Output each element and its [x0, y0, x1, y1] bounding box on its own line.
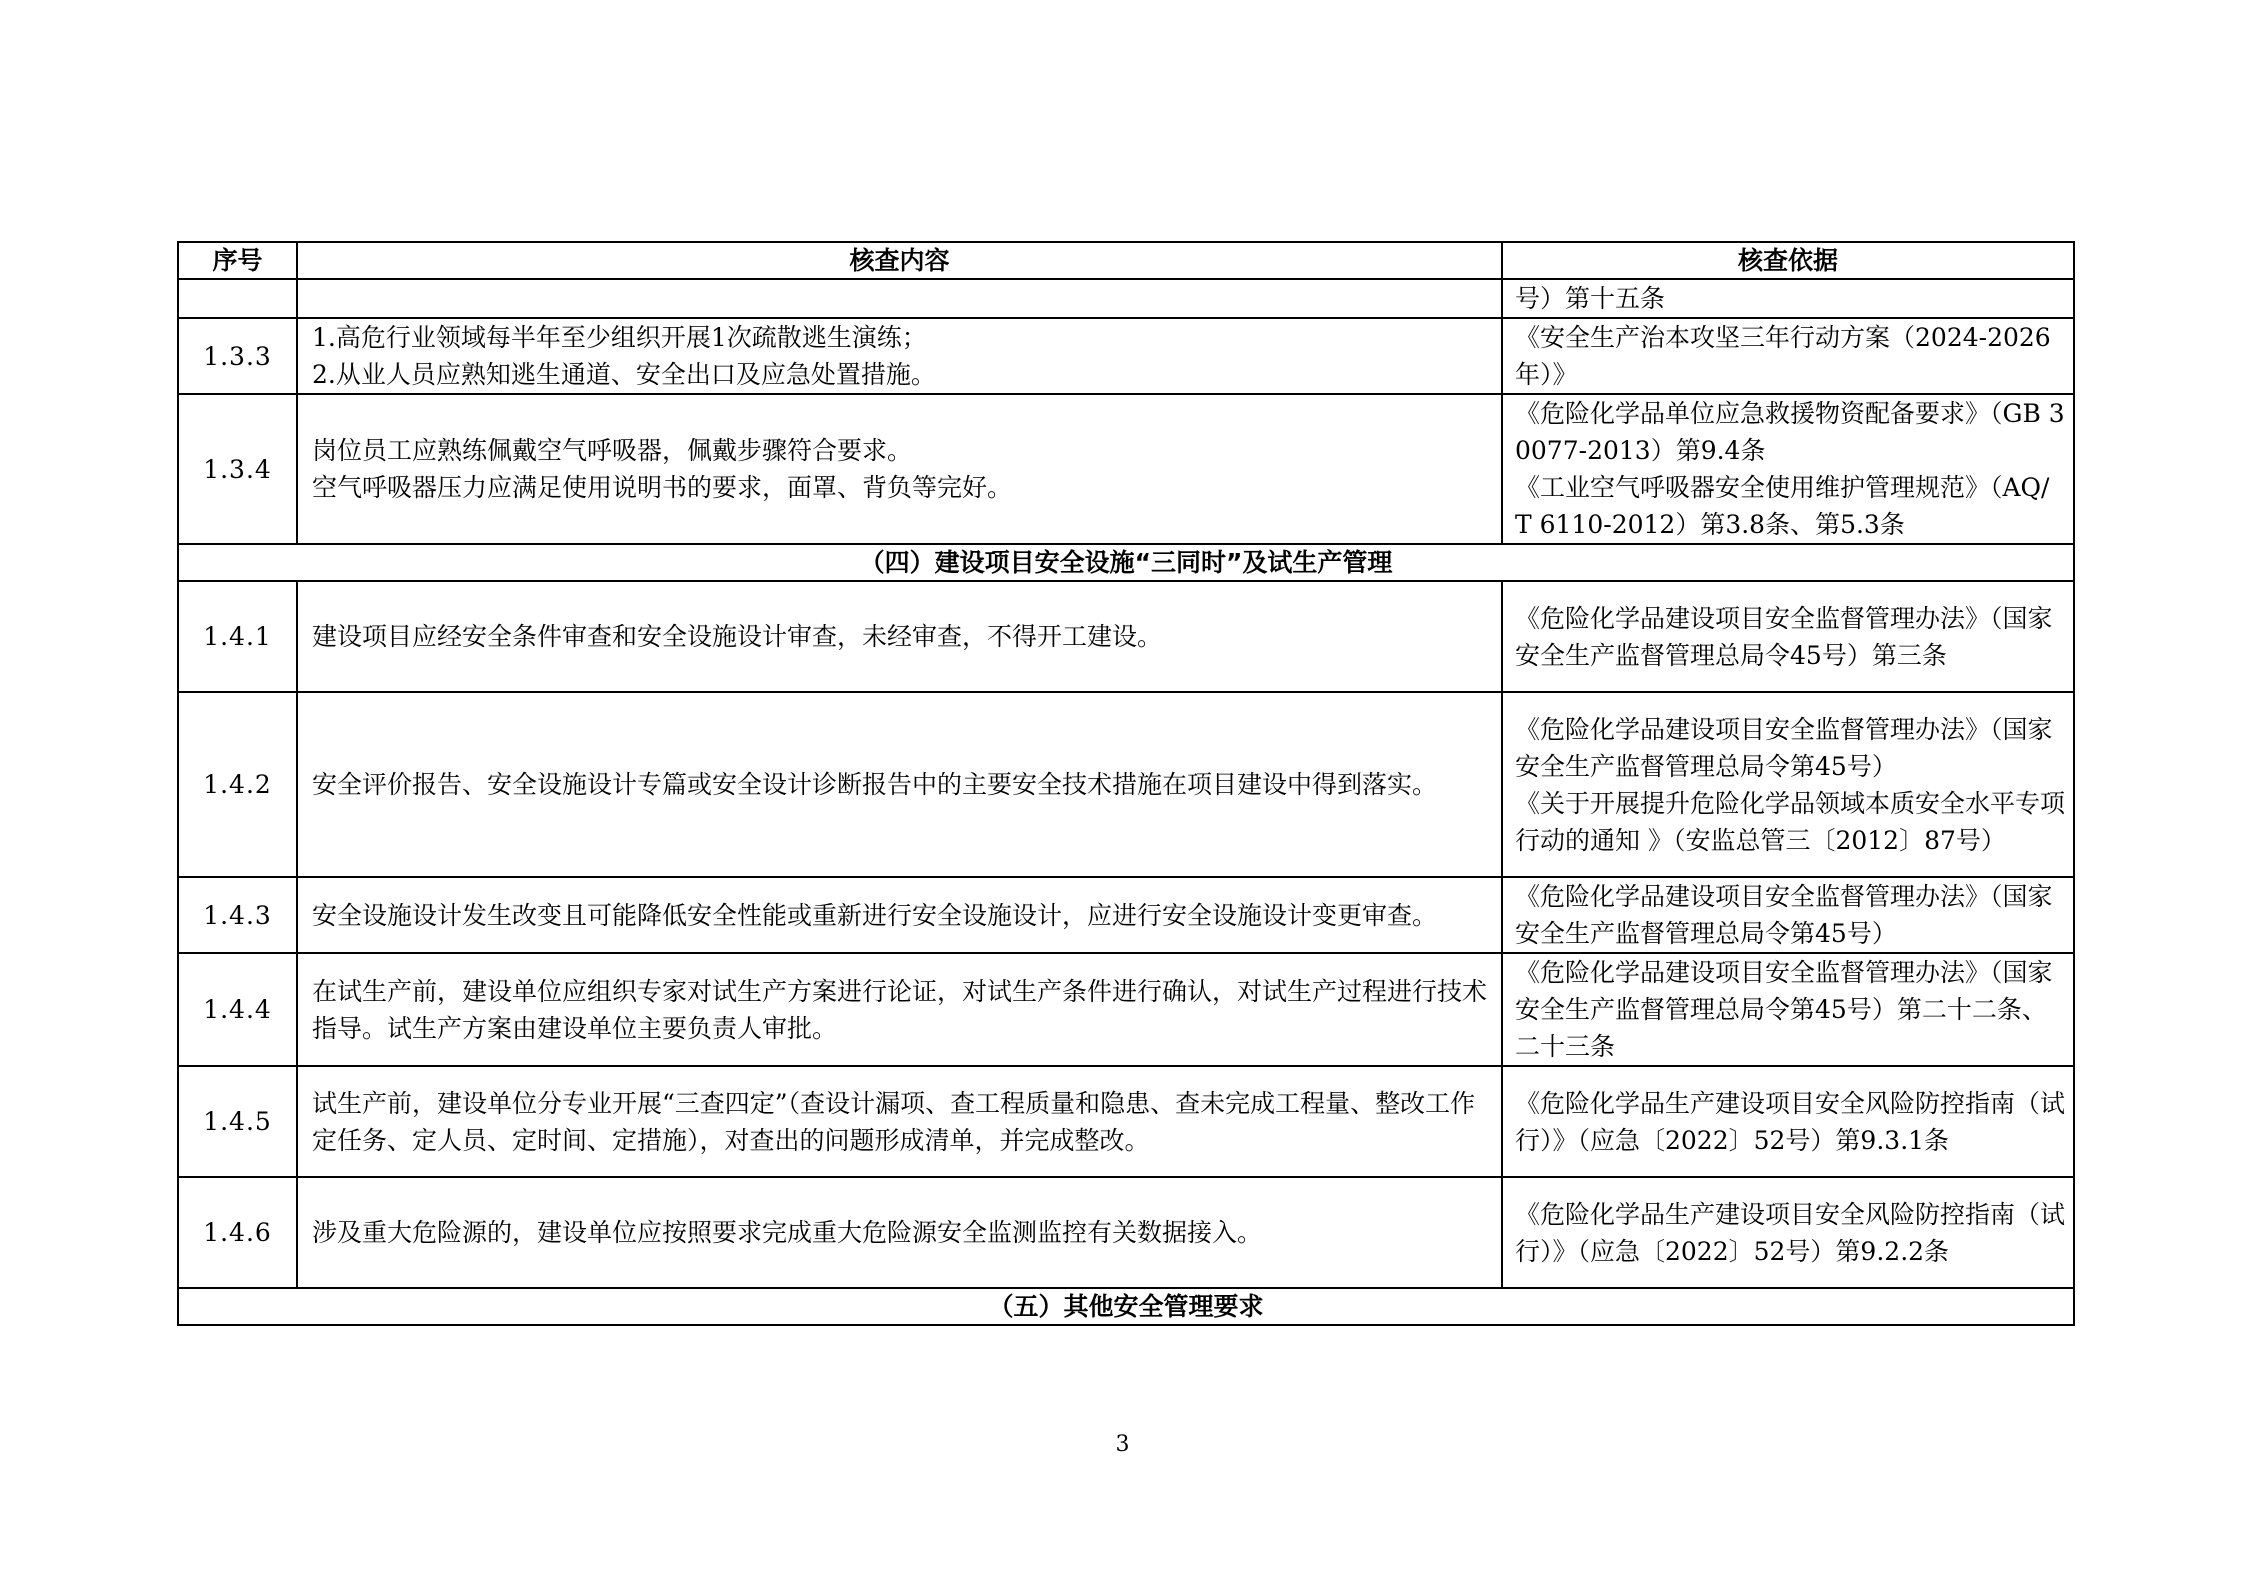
item-content: [297, 279, 1502, 318]
section-row: [178, 544, 2074, 581]
content-line: 岗位员工应熟练佩戴空气呼吸器，佩戴步骤符合要求。: [312, 436, 913, 465]
item-content: [297, 1066, 1502, 1177]
item-basis: [1502, 692, 2074, 877]
table-row: [178, 581, 2074, 692]
item-basis: [1502, 1177, 2074, 1288]
basis-line: 《危险化学品单位应急救援物资配备要求》（GB 30077-2013）第9.4条: [1515, 399, 2065, 465]
header-num: 序号: [178, 242, 297, 279]
table-header-row: [178, 242, 2074, 279]
page-number: 3: [1115, 1432, 1130, 1457]
item-content: [297, 953, 1502, 1066]
basis-line: 号）第十五条: [1515, 284, 1666, 313]
basis-line: 《危险化学品生产建设项目安全风险防控指南（试行）》（应急〔2022〕52号）第9.3.1条: [1515, 1088, 2066, 1155]
item-basis: [1502, 1066, 2074, 1177]
basis-line: 《危险化学品生产建设项目安全风险防控指南（试行）》（应急〔2022〕52号）第9.2.2条: [1515, 1199, 2066, 1266]
item-content: [297, 1177, 1502, 1288]
basis-line: 《关于开展提升危险化学品领域本质安全水平专项行动的通知 》（安监总管三〔2012〕87号）: [1515, 788, 2066, 855]
table-row: [178, 318, 2074, 394]
item-number: 1.4.6: [178, 1177, 297, 1288]
item-number: 1.4.1: [178, 581, 297, 692]
table-row: [178, 394, 2074, 544]
basis-line: 《危险化学品建设项目安全监督管理办法》（国家安全生产监督管理总局令45号）第三条: [1515, 603, 2053, 670]
table-row: [178, 877, 2074, 953]
content-line: 涉及重大危险源的，建设单位应按照要求完成重大危险源安全监测监控有关数据接入。: [312, 1218, 1263, 1247]
content-line: 1.高危行业领域每半年至少组织开展1次疏散逃生演练；: [312, 323, 927, 352]
basis-line: 《危险化学品建设项目安全监督管理办法》（国家安全生产监督管理总局令第45号）: [1515, 714, 2053, 781]
section-title: （四）建设项目安全设施“三同时”及试生产管理: [178, 544, 2074, 581]
item-number: 1.3.3: [178, 318, 297, 394]
section-row: [178, 1288, 2074, 1325]
table-row: [178, 953, 2074, 1066]
content-line: 在试生产前，建设单位应组织专家对试生产方案进行论证，对试生产条件进行确认，对试生产过程进行技术指导。试生产方案由建设单位主要负责人审批。: [312, 976, 1488, 1043]
content-line: 试生产前，建设单位分专业开展“三查四定”（查设计漏项、查工程质量和隐患、查未完成工程量、整改工作定任务、定人员、定时间、定措施），对查出的问题形成清单，并完成整改。: [312, 1088, 1476, 1155]
item-basis: [1502, 953, 2074, 1066]
table-row: [178, 1177, 2074, 1288]
item-number: 1.4.5: [178, 1066, 297, 1177]
item-number: 1.4.2: [178, 692, 297, 877]
content-line: 安全评价报告、安全设施设计专篇或安全设计诊断报告中的主要安全技术措施在项目建设中得到落实。: [312, 770, 1438, 799]
item-number: 1.3.4: [178, 394, 297, 544]
item-basis: [1502, 581, 2074, 692]
basis-line: 《安全生产治本攻坚三年行动方案（2024-2026年）》: [1515, 323, 2051, 389]
table-row: [178, 279, 2074, 318]
item-basis: [1502, 877, 2074, 953]
item-content: [297, 394, 1502, 544]
item-number: 1.4.4: [178, 953, 297, 1066]
item-content: [297, 692, 1502, 877]
inspection-table: [177, 241, 2075, 1326]
content-line: 安全设施设计发生改变且可能降低安全性能或重新进行安全设施设计，应进行安全设施设计变更审查。: [312, 900, 1438, 930]
basis-line: 《工业空气呼吸器安全使用维护管理规范》（AQ/T 6110-2012）第3.8条、第5.3条: [1515, 473, 2050, 539]
section-title: （五）其他安全管理要求: [178, 1288, 2074, 1325]
item-content: [297, 877, 1502, 953]
item-content: [297, 581, 1502, 692]
header-basis: 核查依据: [1502, 242, 2074, 279]
header-content: 核查内容: [297, 242, 1502, 279]
basis-line: 《危险化学品建设项目安全监督管理办法》（国家安全生产监督管理总局令第45号）: [1515, 882, 2053, 948]
item-basis: [1502, 394, 2074, 544]
content-line: 建设项目应经安全条件审查和安全设施设计审查，未经审查，不得开工建设。: [312, 622, 1163, 651]
table-row: [178, 1066, 2074, 1177]
item-basis: [1502, 279, 2074, 318]
item-content: [297, 318, 1502, 394]
item-number: 1.4.3: [178, 877, 297, 953]
content-line: 空气呼吸器压力应满足使用说明书的要求，面罩、背负等完好。: [312, 473, 1013, 502]
table-row: [178, 692, 2074, 877]
basis-line: 《危险化学品建设项目安全监督管理办法》（国家安全生产监督管理总局令第45号）第二十二条、二十三条: [1515, 958, 2053, 1061]
content-line: 2.从业人员应熟知逃生通道、安全出口及应急处置措施。: [312, 360, 936, 389]
item-basis: [1502, 318, 2074, 394]
item-number: [178, 279, 297, 318]
